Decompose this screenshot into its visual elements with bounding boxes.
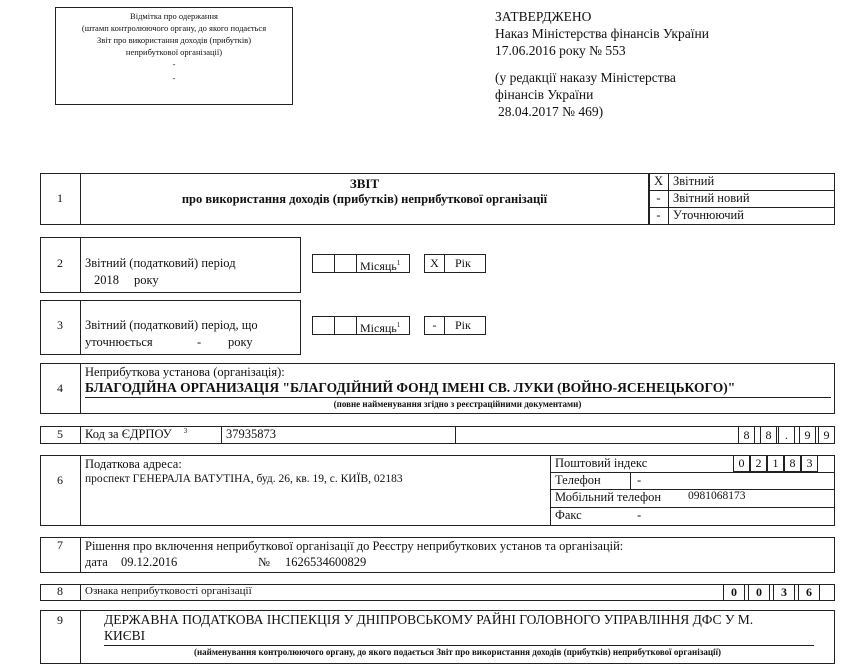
fax-label: Факс — [555, 508, 582, 522]
clarified-year[interactable]: - — [197, 335, 202, 349]
edrpou-label — [85, 427, 187, 442]
clarified-period-label: уточнюється — [85, 335, 153, 349]
decision-number-label: № — [258, 555, 270, 569]
stamp-line: (штамп контролюючого органу, до якого подається — [81, 23, 267, 33]
report-type-label: Звітний новий — [673, 191, 750, 205]
mobile-label: Мобільний телефон — [555, 490, 662, 504]
postal-digit[interactable]: 1 — [767, 455, 784, 472]
nonprofit-code-label: Ознака неприбутковості організації — [85, 585, 252, 597]
period-label: Звітний (податковий) період — [85, 256, 236, 270]
decision-date[interactable]: 09.12.2016 — [121, 555, 178, 569]
address-value[interactable]: проспект ГЕНЕРАЛА ВАТУТІНА, буд. 26, кв. 19, с. КИЇВ, 02183 — [85, 473, 403, 485]
stamp-dash: - — [172, 59, 176, 69]
month-label: Місяць — [360, 259, 397, 273]
kved-cell[interactable]: 8 — [760, 426, 777, 444]
row-number: 5 — [57, 427, 63, 441]
year-label: Рік — [444, 254, 486, 273]
period-year-suffix: року — [134, 273, 159, 287]
tax-authority-caption: (найменування контролюючого органу, до якого подається Звіт про використання доходів (прибутків) неприбуткової організації) — [193, 647, 722, 657]
postal-digit[interactable]: 2 — [750, 455, 767, 472]
registry-decision-label: Рішення про включення неприбуткової організації до Реєстру неприбуткових установ та організацій: — [85, 539, 624, 553]
stamp-line: Відмітка про одержання — [130, 11, 218, 21]
month-checkbox[interactable] — [334, 254, 357, 273]
postal-digit[interactable]: 0 — [733, 455, 750, 472]
tax-authority-name-cont[interactable]: КИЄВІ — [104, 628, 146, 643]
month-checkbox[interactable] — [312, 316, 335, 335]
month-label-box — [356, 254, 410, 273]
report-subtitle: про використання доходів (прибутків) неприбуткової організації — [181, 192, 548, 206]
postal-digit[interactable]: 8 — [784, 455, 801, 472]
stamp-dash: - — [172, 73, 176, 83]
month-checkbox[interactable] — [312, 254, 335, 273]
receipt-stamp-box — [55, 7, 293, 105]
row-number: 2 — [57, 256, 63, 270]
approval-line: фінансів України — [495, 87, 594, 102]
report-type-label: Уточнюючий — [673, 208, 744, 222]
row-number: 9 — [57, 613, 63, 627]
fax-value[interactable]: - — [637, 508, 642, 522]
report-type-label: Звітний — [673, 174, 715, 188]
footnote-ref: 1 — [396, 259, 401, 267]
footnote-ref: 1 — [396, 321, 401, 329]
report-type-mark[interactable]: - — [656, 191, 661, 205]
postal-digit[interactable]: 3 — [801, 455, 818, 472]
row-number: 8 — [57, 584, 63, 598]
month-label: Місяць — [360, 321, 397, 335]
phone-value[interactable]: - — [637, 473, 642, 487]
row-number: 7 — [57, 538, 63, 552]
report-title: ЗВІТ — [349, 176, 380, 191]
year-checkbox[interactable]: X — [424, 254, 445, 273]
tax-authority-name[interactable]: ДЕРЖАВНА ПОДАТКОВА ІНСПЕКЦІЯ У ДНІПРОВСЬКОМУ РАЙНІ ГОЛОВНОГО УПРАВЛІННЯ ДФС У М. — [104, 612, 754, 627]
row-number: 4 — [57, 381, 63, 395]
approval-line: Наказ Міністерства фінансів України — [495, 26, 709, 41]
kved-cell[interactable]: 9 — [799, 426, 816, 444]
approval-line: (у редакції наказу Міністерства — [495, 70, 676, 85]
report-type-mark[interactable]: - — [656, 208, 661, 222]
month-checkbox[interactable] — [334, 316, 357, 335]
row-number: 3 — [57, 318, 63, 332]
approval-line: 28.04.2017 № 469) — [498, 104, 604, 119]
row-number: 6 — [57, 473, 63, 487]
kved-cell[interactable]: 8 — [738, 426, 755, 444]
nonprofit-code-digit[interactable]: 3 — [773, 584, 795, 601]
row-number: 1 — [57, 191, 63, 205]
organization-label: Неприбуткова установа (організація): — [85, 365, 285, 379]
year-label: Рік — [444, 316, 486, 335]
postal-label: Поштовий індекс — [555, 456, 648, 470]
phone-label: Телефон — [555, 473, 601, 487]
kved-cell[interactable]: . — [778, 426, 795, 444]
edrpou-code[interactable]: 37935873 — [226, 427, 276, 441]
approval-line: ЗАТВЕРДЖЕНО — [495, 9, 592, 24]
approval-line: 17.06.2016 року № 553 — [495, 43, 626, 58]
nonprofit-code-digit[interactable]: 6 — [798, 584, 820, 601]
nonprofit-code-digit[interactable]: 0 — [748, 584, 770, 601]
clarified-period-label: Звітний (податковий) період, що — [85, 318, 258, 332]
report-type-mark[interactable]: X — [653, 174, 664, 188]
period-year[interactable]: 2018 — [94, 273, 119, 287]
stamp-line: Звіт про використання доходів (прибутків) — [96, 35, 252, 45]
nonprofit-code-digit[interactable]: 0 — [723, 584, 745, 601]
year-checkbox[interactable]: - — [424, 316, 445, 335]
kved-cell[interactable]: 9 — [818, 426, 835, 444]
approval-block — [495, 8, 709, 120]
stamp-line: неприбуткової організації) — [125, 47, 223, 57]
organization-caption: (повне найменування згідно з реєстраційними документами) — [333, 399, 582, 409]
clarified-year-suffix: року — [228, 335, 253, 349]
mobile-value[interactable]: 0981068173 — [688, 490, 746, 502]
edrpou-label-text: Код за ЄДРПОУ — [85, 427, 172, 442]
decision-number[interactable]: 1626534600829 — [285, 555, 367, 569]
organization-name[interactable]: БЛАГОДІЙНА ОРГАНИЗАЦІЯ "БЛАГОДІЙНИЙ ФОНД ІМЕНІ СВ. ЛУКИ (ВОЙНО-ЯСЕНЕЦЬКОГО)" — [85, 380, 736, 395]
address-label: Податкова адреса: — [85, 457, 182, 471]
decision-date-label: дата — [85, 555, 108, 569]
month-label-box — [356, 316, 410, 335]
footnote-ref: 3 — [183, 427, 188, 435]
